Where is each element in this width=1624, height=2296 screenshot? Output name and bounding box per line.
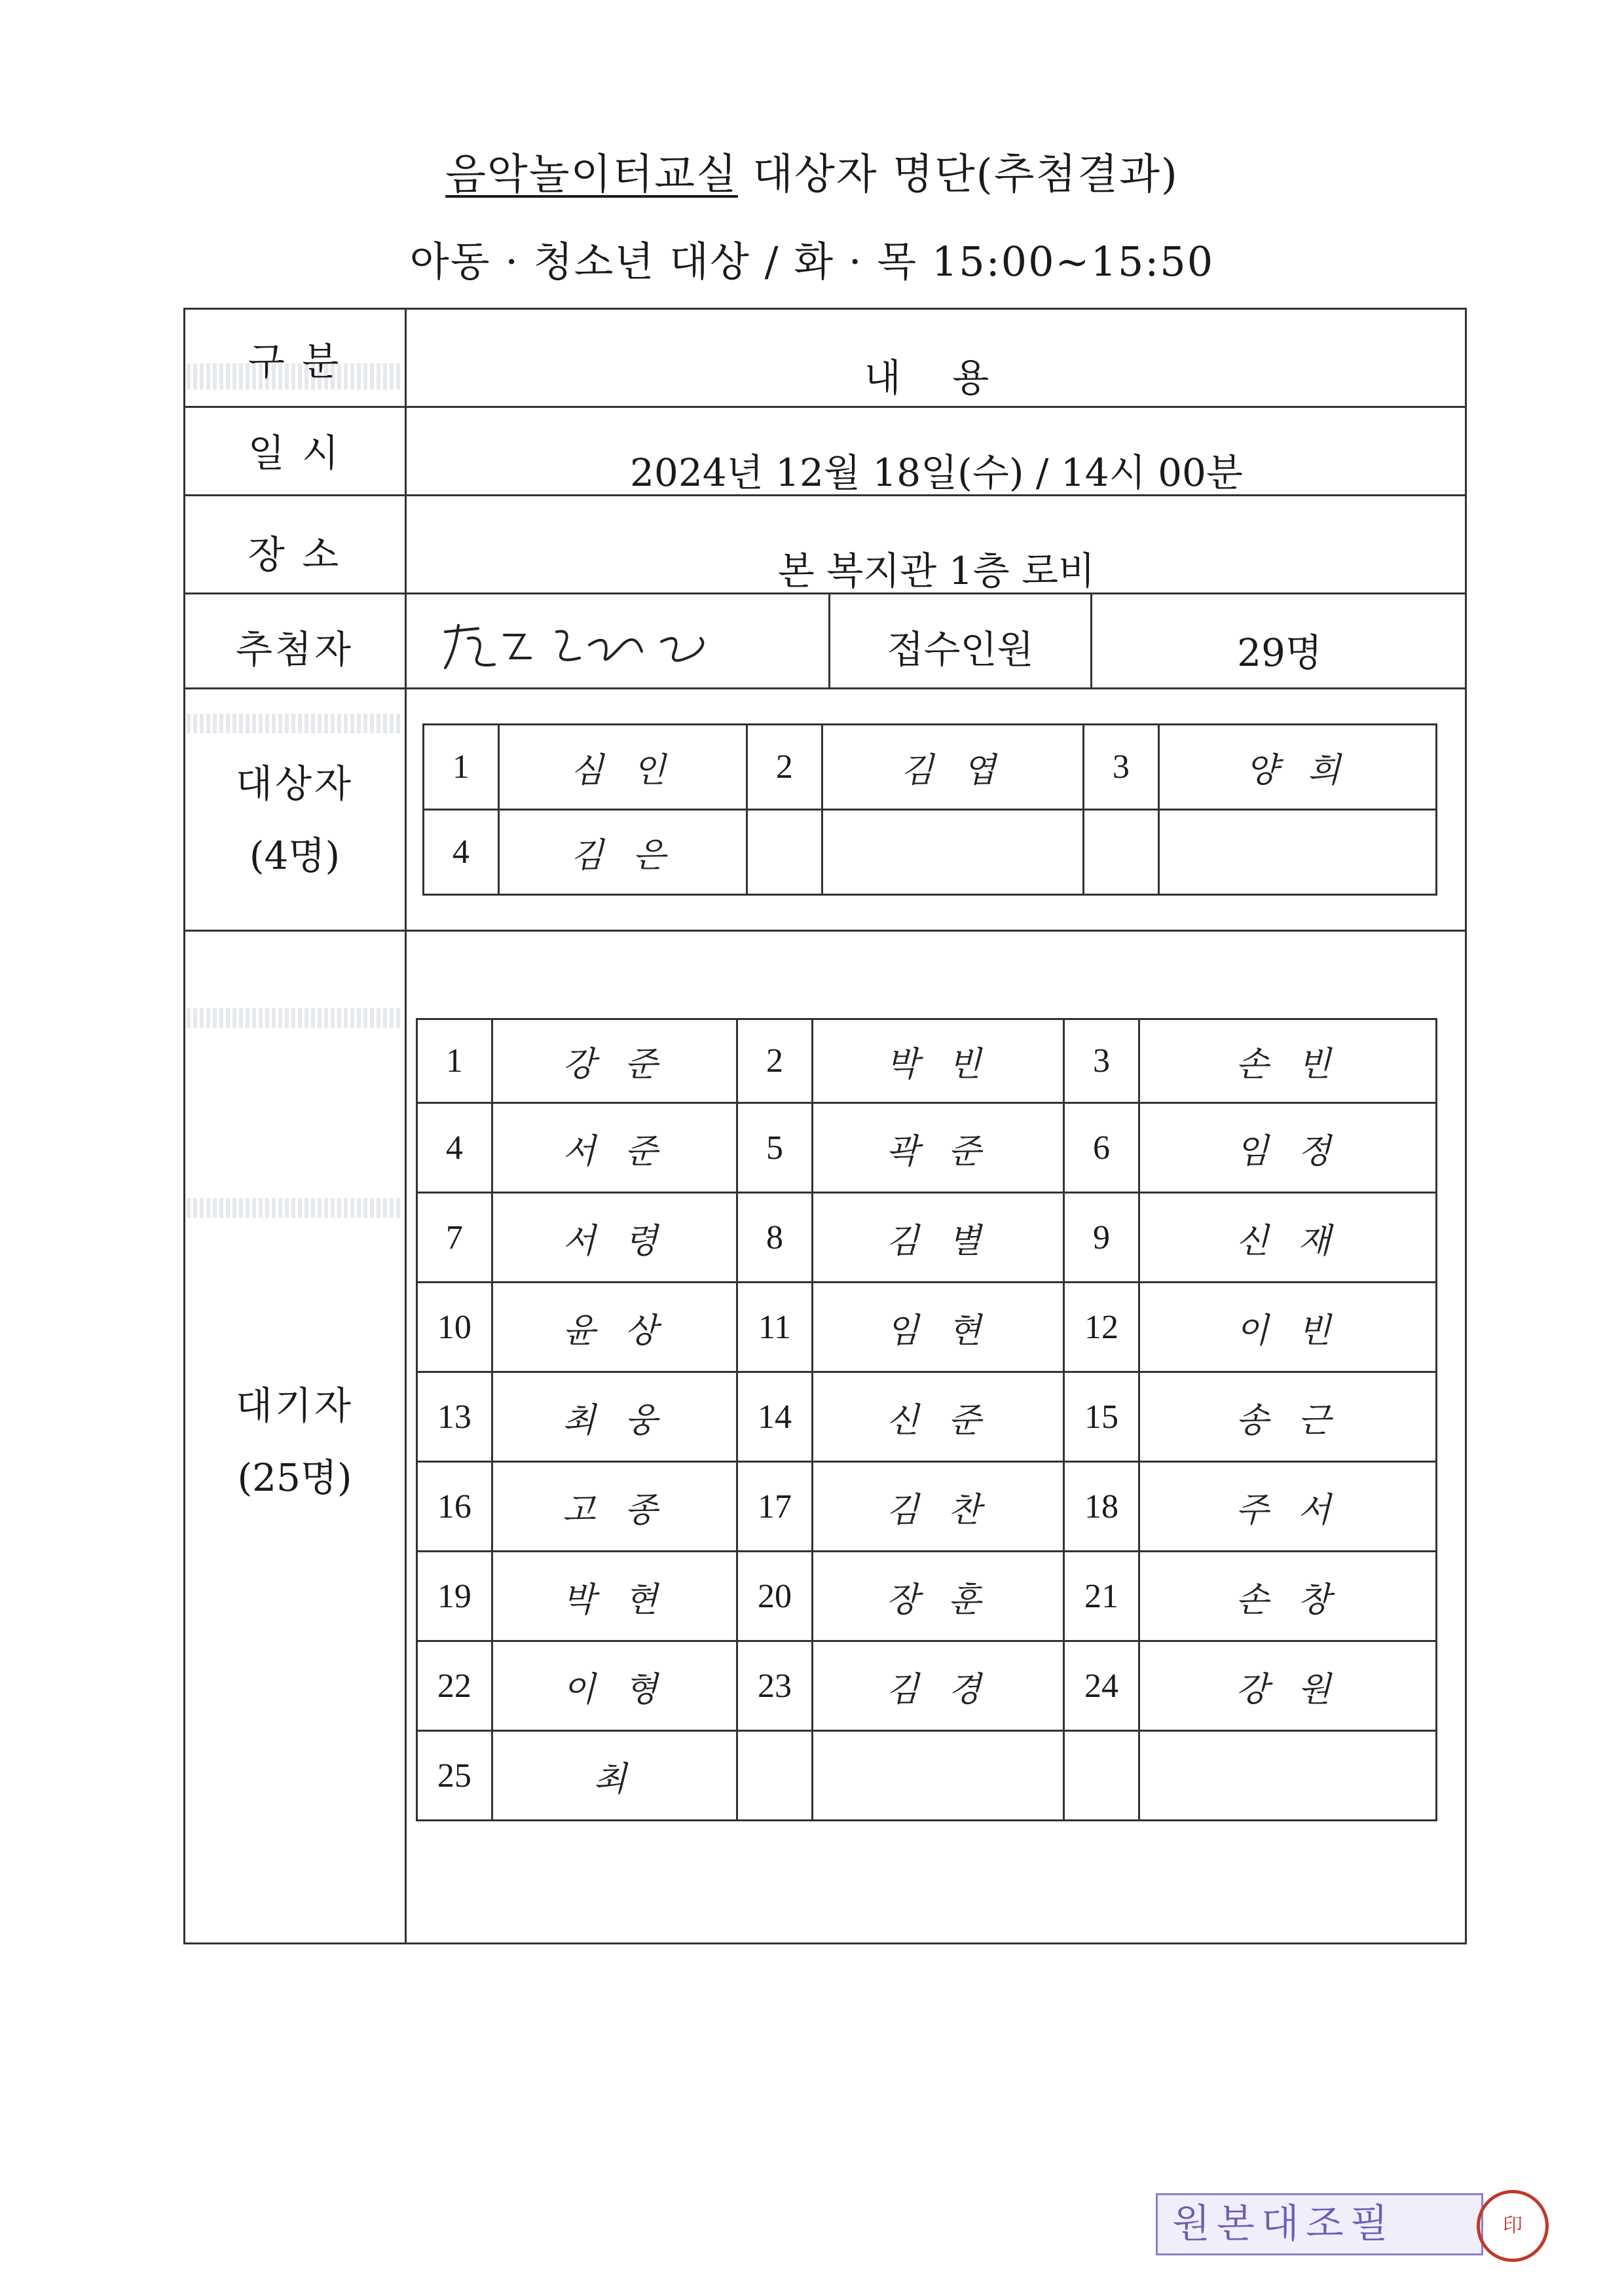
drawer-signature: [432, 606, 733, 678]
selected-no: 1: [424, 725, 499, 810]
waiting-name: 임 정: [1139, 1103, 1436, 1193]
waiting-name: 서 령: [492, 1193, 737, 1283]
waiting-no: 22: [417, 1641, 492, 1731]
waiting-no: 16: [417, 1462, 492, 1552]
waiting-name: 손 창: [1139, 1552, 1436, 1641]
waiting-no: 18: [1064, 1462, 1139, 1552]
empty-cell: [1084, 810, 1159, 895]
waiting-name: 이 형: [492, 1641, 737, 1731]
drawer-label: 추첨자: [235, 627, 354, 672]
waiting-name: 서 준: [492, 1103, 737, 1193]
waiting-no: 12: [1064, 1283, 1139, 1372]
waiting-name: 윤 상: [492, 1283, 737, 1372]
waiting-no: 23: [737, 1641, 813, 1731]
waiting-name: 최: [492, 1731, 737, 1821]
waiting-no: 24: [1064, 1641, 1139, 1731]
waiting-no: 1: [417, 1019, 492, 1103]
waiting-name: 장 훈: [812, 1552, 1063, 1641]
waiting-no: 13: [417, 1372, 492, 1462]
waiting-no: 14: [737, 1372, 813, 1462]
waiting-name: 강 준: [492, 1019, 737, 1103]
selected-name: 심 인: [498, 725, 747, 810]
date-value: 2024년 12월 18일(수) / 14시 00분: [630, 450, 1243, 495]
waiting-name: 강 원: [1139, 1641, 1436, 1731]
selected-name: 양 희: [1158, 725, 1436, 810]
waiting-name: 임 현: [812, 1283, 1063, 1372]
waiting-no: 2: [737, 1019, 813, 1103]
waiting-shade-2: [187, 1198, 403, 1218]
waiting-name: 곽 준: [812, 1103, 1063, 1193]
empty-cell: [1139, 1731, 1436, 1821]
empty-cell: [1158, 810, 1436, 895]
certified-copy-stamp: 원본대조필: [1156, 2193, 1483, 2255]
waiting-name: 송 근: [1139, 1372, 1436, 1462]
selected-no: 4: [424, 810, 499, 895]
selected-shade: [187, 714, 403, 733]
document-title: [0, 141, 1624, 201]
waiting-no: 4: [417, 1103, 492, 1193]
waiting-no: 17: [737, 1462, 813, 1552]
selected-count: (4명): [249, 833, 341, 878]
waiting-no: 6: [1064, 1103, 1139, 1193]
empty-cell: [812, 1731, 1063, 1821]
waiting-no: 25: [417, 1731, 492, 1821]
header-value: 내 용: [864, 355, 1009, 400]
waiting-name: 박 빈: [812, 1019, 1063, 1103]
waiting-shade-1: [187, 1008, 403, 1028]
waiting-name: 김 찬: [812, 1462, 1063, 1552]
selected-name: 김 은: [498, 810, 747, 895]
waiting-name: 고 종: [492, 1462, 737, 1552]
empty-cell: [747, 810, 822, 895]
empty-cell: [1064, 1731, 1139, 1821]
waiting-name: 이 빈: [1139, 1283, 1436, 1372]
row-sep-4: [183, 687, 1467, 689]
seal-icon: 印: [1477, 2190, 1549, 2262]
empty-cell: [822, 810, 1083, 895]
waiting-name: 손 빈: [1139, 1019, 1436, 1103]
waiting-no: 21: [1064, 1552, 1139, 1641]
waiting-name: 박 현: [492, 1552, 737, 1641]
waiting-no: 10: [417, 1283, 492, 1372]
title-rest: 대상자 명단(추첨결과): [737, 151, 1179, 199]
waiting-name: 최 웅: [492, 1372, 737, 1462]
date-label: 일 시: [248, 431, 342, 475]
waiting-no: 9: [1064, 1193, 1139, 1283]
waiting-label: 대기자: [235, 1383, 354, 1428]
waiting-no: 5: [737, 1103, 813, 1193]
waiting-no: 15: [1064, 1372, 1139, 1462]
header-label: 구 분: [248, 339, 342, 384]
waiting-no: 11: [737, 1283, 813, 1372]
received-value: 29명: [1237, 630, 1322, 675]
selected-grid: [422, 723, 1437, 896]
waiting-name: 김 별: [812, 1193, 1063, 1283]
document-subtitle: 아동 · 청소년 대상 / 화 · 목 15:00~15:50: [409, 238, 1215, 285]
waiting-no: 19: [417, 1552, 492, 1641]
place-value: 본 복지관 1층 로비: [777, 549, 1096, 593]
waiting-name: 신 준: [812, 1372, 1063, 1462]
selected-no: 3: [1084, 725, 1159, 810]
waiting-grid: [416, 1018, 1437, 1821]
waiting-name: 신 재: [1139, 1193, 1436, 1283]
empty-cell: [737, 1731, 813, 1821]
selected-name: 김 엽: [822, 725, 1083, 810]
waiting-no: 20: [737, 1552, 813, 1641]
title-program-name: 음악놀이터교실: [445, 151, 738, 199]
place-label: 장 소: [248, 532, 342, 577]
row-sep-1: [183, 406, 1467, 408]
received-label: 접수인원: [887, 627, 1034, 672]
waiting-name: 주 서: [1139, 1462, 1436, 1552]
waiting-no: 3: [1064, 1019, 1139, 1103]
selected-no: 2: [747, 725, 822, 810]
waiting-no: 8: [737, 1193, 813, 1283]
row-sep-5: [183, 930, 1467, 932]
selected-label: 대상자: [235, 761, 354, 806]
waiting-no: 7: [417, 1193, 492, 1283]
waiting-count: (25명): [237, 1455, 352, 1500]
waiting-name: 김 경: [812, 1641, 1063, 1731]
